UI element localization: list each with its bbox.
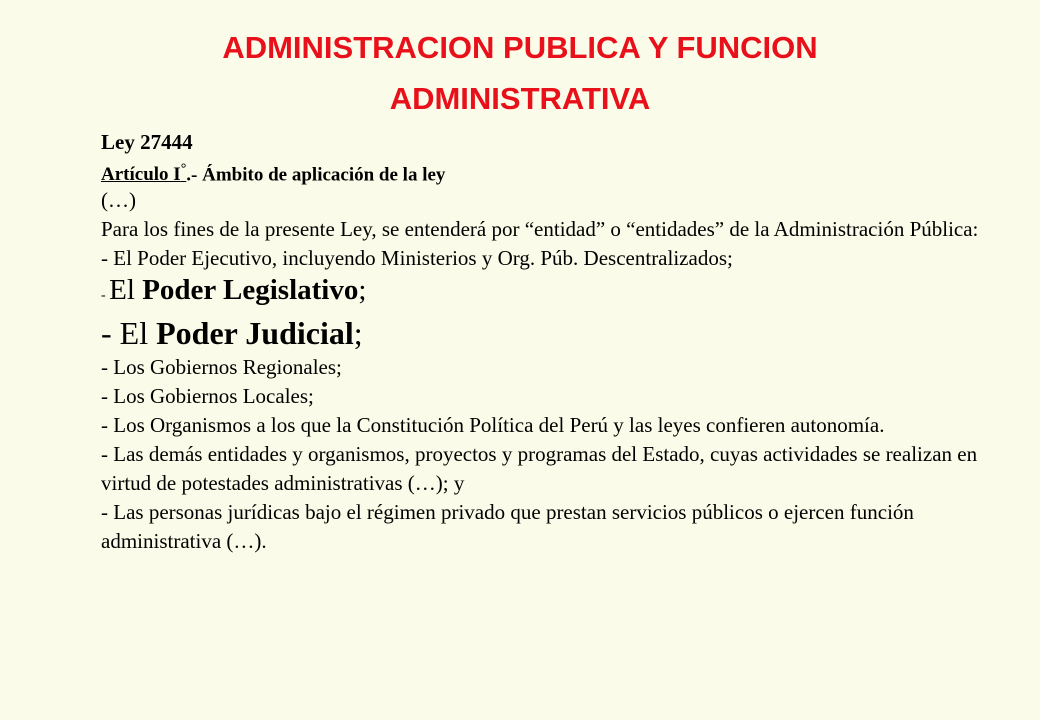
- item-poder-ejecutivo: - El Poder Ejecutivo, incluyendo Ministerios y Org. Púb. Descentralizados;: [101, 246, 733, 271]
- article-heading: [101, 158, 1001, 186]
- intro-paragraph: Para los fines de la presente Ley, se entenderá por “entidad” o “entidades” de la Administración Pública:: [101, 217, 979, 242]
- item-personas-juridicas: - Las personas jurídicas bajo el régimen privado que prestan servicios públicos o ejercen función administrativa (…).: [101, 500, 914, 554]
- law-heading: Ley 27444: [101, 130, 193, 154]
- article-title: .- Ámbito de aplicación de la ley: [186, 164, 446, 186]
- item-demas-entidades: - Las demás entidades y organismos, proyectos y programas del Estado, cuyas actividades se realizan en virtud de potestades administrativas (…); y: [101, 442, 978, 496]
- item-gobiernos-regionales: - Los Gobiernos Regionales;: [101, 355, 342, 380]
- item-poder-legislativo: - El Poder Legislativo;: [101, 274, 367, 307]
- item-gobiernos-locales: - Los Gobiernos Locales;: [101, 384, 314, 409]
- slide-body: [101, 126, 1001, 556]
- slide-title-line-2: ADMINISTRATIVA: [389, 81, 651, 116]
- ellipsis-line: (…): [101, 188, 136, 213]
- item-poder-judicial: - El Poder Judicial;: [101, 315, 363, 352]
- slide-title-line-1: ADMINISTRACION PUBLICA Y FUNCION: [222, 30, 818, 65]
- article-number: Artículo I°: [101, 162, 187, 186]
- item-organismos-autonomos: - Los Organismos a los que la Constitución Política del Perú y las leyes confieren autonomía.: [101, 413, 885, 438]
